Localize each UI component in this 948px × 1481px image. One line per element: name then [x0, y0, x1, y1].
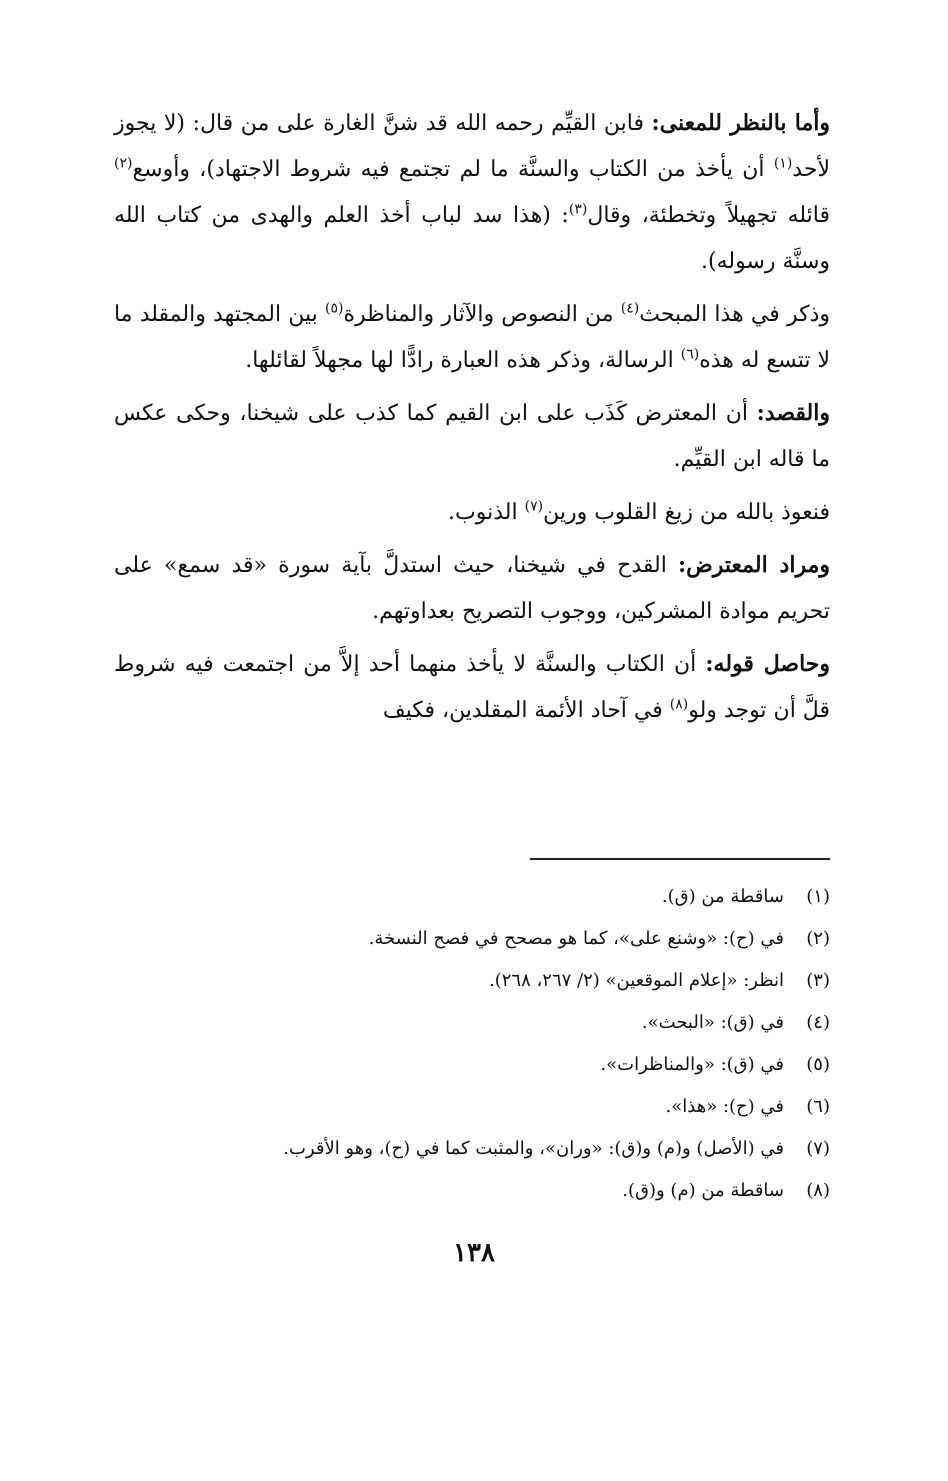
- footnote-marker-1: (١): [773, 155, 793, 172]
- footnote-item: [114, 1002, 830, 1044]
- footnote-text: ساقطة من (م) و(ق).: [622, 1180, 784, 1201]
- footnote-text: في (ح): «وشنع على»، كما هو مصحح في فصح النسخة.: [368, 928, 784, 949]
- text-segment: أن المعترض كَذَب على ابن القيم كما كذب على شيخنا، وحكى عكس ما قاله ابن القيِّم.: [114, 401, 830, 472]
- page-number: ١٣٨: [453, 1238, 495, 1268]
- footnote-item: [114, 960, 830, 1002]
- paragraph-5: [114, 542, 830, 635]
- text-segment: في آحاد الأئمة المقلدين، فكيف: [382, 698, 670, 723]
- footnotes-list: [114, 876, 830, 1212]
- paragraph-6: [114, 641, 830, 734]
- footnote-item: [114, 1170, 830, 1212]
- footnote-number: (٨): [806, 1180, 830, 1201]
- footnote-item: [114, 918, 830, 960]
- footnote-item: [114, 1044, 830, 1086]
- footnote-marker-6: (٦): [680, 346, 700, 363]
- text-segment: : (هذا سد لباب أخذ العلم والهدى من كتاب الله وسنَّة رسوله).: [114, 203, 830, 274]
- paragraph-1: [114, 100, 830, 285]
- text-segment: أن يأخذ من الكتاب والسنَّة ما لم تجتمع فيه شروط الاجتهاد)، وأوسع: [132, 157, 774, 182]
- footnote-marker-3: (٣): [568, 201, 588, 218]
- footnote-item: [114, 1086, 830, 1128]
- text-segment: القدح في شيخنا، حيث استدلَّ بآية سورة «قد سمع» على تحريم موادة المشركين، ووجوب التصريح بعداوتهم.: [114, 553, 830, 624]
- footnote-marker-8: (٨): [669, 696, 689, 713]
- text-segment: الرسالة، وذكر هذه العبارة رادًّا لها مجهلاً لقائلها.: [245, 348, 681, 373]
- main-text: [114, 100, 830, 740]
- footnote-text: في (الأصل) و(م) و(ق): «وران»، والمثبت كما في (ح)، وهو الأقرب.: [283, 1138, 784, 1159]
- footnote-text: انظر: «إعلام الموقعين» (٢/ ٢٦٧، ٢٦٨).: [488, 970, 784, 991]
- footnote-separator: [530, 858, 830, 860]
- paragraph-lead: والقصد:: [756, 400, 830, 426]
- footnote-item: [114, 876, 830, 918]
- footnote-text: في (ح): «هذا».: [665, 1096, 784, 1117]
- paragraph-3: [114, 390, 830, 483]
- footnote-marker-2: (٢): [114, 155, 133, 172]
- footnote-marker-7: (٧): [524, 498, 544, 515]
- footnote-number: (٢): [806, 928, 830, 949]
- footnote-number: (٣): [806, 970, 830, 991]
- text-segment: فابن القيِّم رحمه الله قد شنَّ الغارة على من قال: (لا يجوز لأحد: [114, 111, 830, 182]
- text-segment: بين المجتهد والمقلد ما لا تتسع له هذه: [114, 302, 830, 373]
- paragraph-lead: وحاصل قوله:: [705, 651, 830, 677]
- paragraph-4: [114, 489, 830, 536]
- paragraph-2: [114, 291, 830, 384]
- footnote-number: (٦): [806, 1096, 830, 1117]
- text-segment: فنعوذ بالله من زيغ القلوب ورين: [543, 500, 830, 525]
- text-segment: قائله تجهيلاً وتخطئة، وقال: [587, 203, 830, 228]
- footnote-marker-5: (٥): [325, 300, 344, 317]
- footnote-text: في (ق): «والمناظرات».: [600, 1054, 784, 1075]
- text-segment: أن الكتاب والسنَّة لا يأخذ منهما أحد إلاَّ من اجتمعت فيه شروط قلَّ أن توجد ولو: [114, 652, 830, 723]
- text-segment: من النصوص والآثار والمناظرة: [343, 302, 621, 327]
- text-segment: الذنوب.: [448, 500, 525, 525]
- footnote-number: (٤): [806, 1012, 830, 1033]
- paragraph-lead: وأما بالنظر للمعنى:: [651, 110, 830, 136]
- footnote-marker-4: (٤): [620, 300, 640, 317]
- footnote-text: ساقطة من (ق).: [661, 886, 784, 907]
- footnote-number: (٥): [806, 1054, 830, 1075]
- footnote-number: (١): [806, 886, 830, 907]
- text-segment: وذكر في هذا المبحث: [639, 302, 830, 327]
- footnote-text: في (ق): «البحث».: [641, 1012, 784, 1033]
- paragraph-lead: ومراد المعترض:: [678, 552, 830, 578]
- footnote-item: [114, 1128, 830, 1170]
- footnote-number: (٧): [806, 1138, 830, 1159]
